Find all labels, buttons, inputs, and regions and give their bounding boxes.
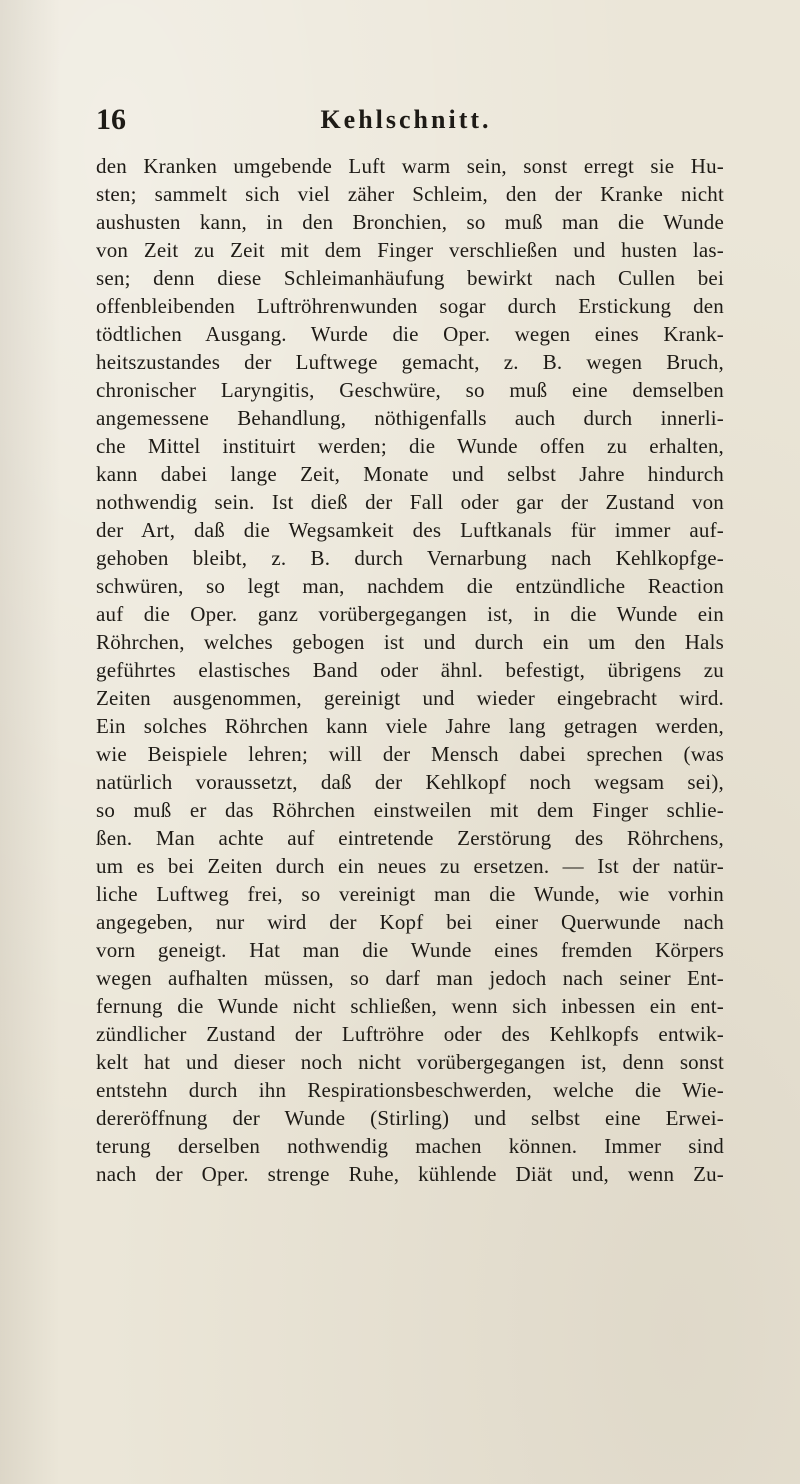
text-line: heitszustandes der Luftwege gemacht, z. B. wegen Bruch, <box>96 350 724 374</box>
text-line: nach der Oper. strenge Ruhe, kühlende Diät und, wenn Zu- <box>96 1162 724 1186</box>
text-line: che Mittel instituirt werden; die Wunde offen zu erhalten, <box>96 434 724 458</box>
text-line: gehoben bleibt, z. B. durch Vernarbung nach Kehlkopfge- <box>96 546 724 570</box>
text-line: kann dabei lange Zeit, Monate und selbst Jahre hindurch <box>96 462 724 486</box>
text-line: wie Beispiele lehren; will der Mensch dabei sprechen (was <box>96 742 724 766</box>
text-line: aushusten kann, in den Bronchien, so muß man die Wunde <box>96 210 724 234</box>
text-line: der Art, daß die Wegsamkeit des Luftkanals für immer auf- <box>96 518 724 542</box>
text-line: auf die Oper. ganz vorübergegangen ist, in die Wunde ein <box>96 602 724 626</box>
page-number: 16 <box>96 103 126 136</box>
text-line: offenbleibenden Luftröhrenwunden sogar durch Erstickung den <box>96 294 724 318</box>
text-line: terung derselben nothwendig machen können. Immer sind <box>96 1134 724 1158</box>
text-line: kelt hat und dieser noch nicht vorübergegangen ist, denn sonst <box>96 1050 724 1074</box>
text-line: geführtes elastisches Band oder ähnl. befestigt, übrigens zu <box>96 658 724 682</box>
text-line: schwüren, so legt man, nachdem die entzündliche Reaction <box>96 574 724 598</box>
text-line: Röhrchen, welches gebogen ist und durch ein um den Hals <box>96 630 724 654</box>
text-line: fernung die Wunde nicht schließen, wenn sich inbessen ein ent- <box>96 994 724 1018</box>
text-line: um es bei Zeiten durch ein neues zu ersetzen. — Ist der natür- <box>96 854 724 878</box>
text-line: Zeiten ausgenommen, gereinigt und wieder eingebracht wird. <box>96 686 724 710</box>
text-line: ßen. Man achte auf eintretende Zerstörung des Röhrchens, <box>96 826 724 850</box>
text-line: wegen aufhalten müssen, so darf man jedoch nach seiner Ent- <box>96 966 724 990</box>
text-line: Ein solches Röhrchen kann viele Jahre lang getragen werden, <box>96 714 724 738</box>
text-line: sten; sammelt sich viel zäher Schleim, den der Kranke nicht <box>96 182 724 206</box>
text-line: liche Luftweg frei, so vereinigt man die Wunde, wie vorhin <box>96 882 724 906</box>
text-line: angegeben, nur wird der Kopf bei einer Querwunde nach <box>96 910 724 934</box>
text-line: chronischer Laryngitis, Geschwüre, so muß eine demselben <box>96 378 724 402</box>
page-header <box>96 100 716 140</box>
text-line: tödtlichen Ausgang. Wurde die Oper. wegen eines Krank- <box>96 322 724 346</box>
text-line: sen; denn diese Schleimanhäufung bewirkt nach Cullen bei <box>96 266 724 290</box>
text-line: entstehn durch ihn Respirationsbeschwerden, welche die Wie- <box>96 1078 724 1102</box>
text-line: angemessene Behandlung, nöthigenfalls auch durch innerli- <box>96 406 724 430</box>
body-text <box>96 152 724 1188</box>
text-line: nothwendig sein. Ist dieß der Fall oder gar der Zustand von <box>96 490 724 514</box>
text-line: so muß er das Röhrchen einstweilen mit dem Finger schlie- <box>96 798 724 822</box>
text-line: von Zeit zu Zeit mit dem Finger verschließen und husten las- <box>96 238 724 262</box>
text-line: natürlich voraussetzt, daß der Kehlkopf noch wegsam sei), <box>96 770 724 794</box>
text-line: zündlicher Zustand der Luftröhre oder des Kehlkopfs entwik- <box>96 1022 724 1046</box>
text-line: dereröffnung der Wunde (Stirling) und selbst eine Erwei- <box>96 1106 724 1130</box>
running-head: Kehlschnitt. <box>320 105 492 134</box>
text-line: vorn geneigt. Hat man die Wunde eines fremden Körpers <box>96 938 724 962</box>
page-fold-shadow <box>0 0 60 1484</box>
text-line: den Kranken umgebende Luft warm sein, sonst erregt sie Hu- <box>96 154 724 178</box>
